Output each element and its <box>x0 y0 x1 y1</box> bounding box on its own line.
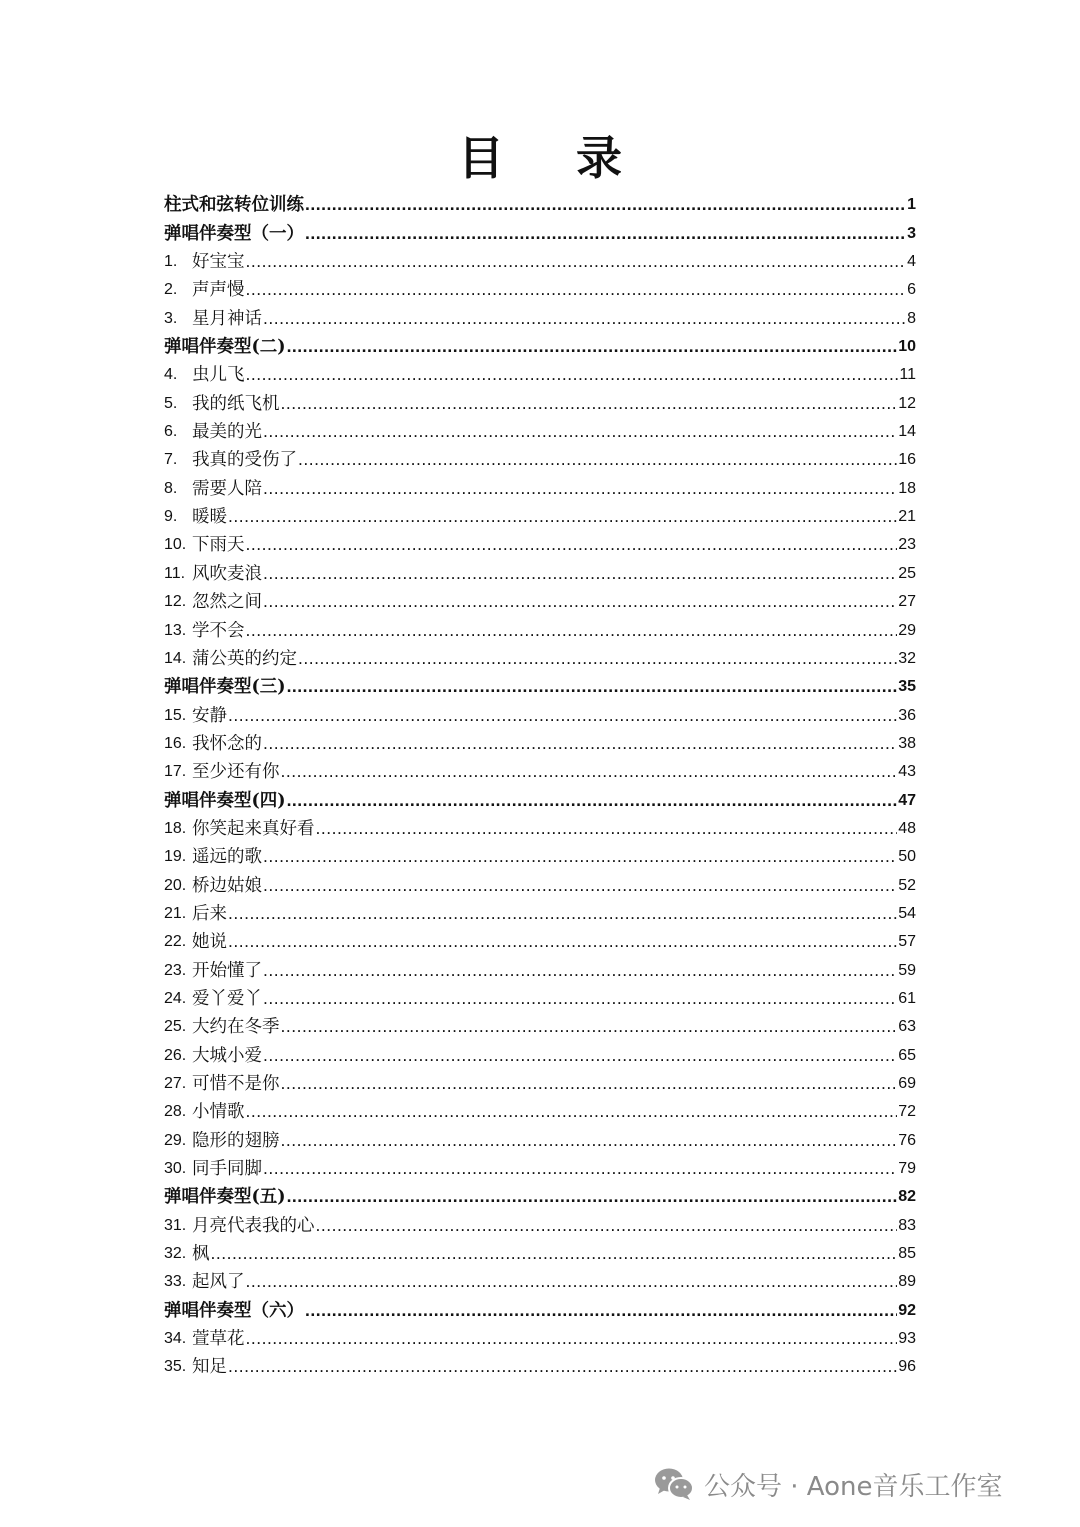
toc-entry-title: 小情歌 <box>192 1102 245 1123</box>
toc-entry-title: 她说 <box>192 932 227 953</box>
toc-entry-row[interactable] <box>164 1067 916 1095</box>
toc-dot-leader <box>263 845 897 868</box>
toc-entry-row[interactable] <box>164 386 916 414</box>
toc-entry-row[interactable] <box>164 642 916 670</box>
toc-entry-title: 同手同脚 <box>192 1159 262 1180</box>
toc-entry-title: 我怀念的 <box>192 733 262 754</box>
toc-dot-leader <box>246 1100 898 1123</box>
toc-entry-row[interactable] <box>164 613 916 641</box>
toc-entry-title: 隐形的翅膀 <box>192 1130 280 1151</box>
toc-page-number: 48 <box>898 819 916 837</box>
toc-entry-title: 安静 <box>192 705 227 726</box>
toc-dot-leader <box>263 307 906 330</box>
toc-entry-number: 28. <box>164 1103 187 1121</box>
toc-page-number: 52 <box>898 876 916 894</box>
toc-dot-leader <box>246 619 898 642</box>
toc-dot-leader <box>246 278 907 301</box>
toc-entry-number: 21. <box>164 904 187 922</box>
toc-entry-row[interactable] <box>164 1265 916 1293</box>
wechat-icon <box>654 1467 694 1501</box>
toc-page-number: 85 <box>898 1245 916 1263</box>
toc-entry-row[interactable] <box>164 812 916 840</box>
toc-entry-row[interactable] <box>164 868 916 896</box>
toc-dot-leader <box>298 647 897 670</box>
toc-entry-title: 好宝宝 <box>192 252 245 273</box>
toc-entry-title: 虫儿飞 <box>192 365 245 386</box>
toc-dot-leader <box>263 987 897 1010</box>
toc-entry-number: 17. <box>164 763 187 781</box>
toc-entry-number: 18. <box>164 819 187 837</box>
toc-page-number: 93 <box>898 1330 916 1348</box>
table-of-contents <box>164 188 916 1378</box>
toc-entry-title: 起风了 <box>192 1272 245 1293</box>
toc-entry-row[interactable] <box>164 585 916 613</box>
toc-page-number: 12 <box>898 394 916 412</box>
toc-entry-row[interactable] <box>164 500 916 528</box>
toc-entry-title: 月亮代表我的心 <box>192 1215 315 1236</box>
toc-dot-leader <box>263 732 897 755</box>
toc-entry-title: 我的纸飞机 <box>192 393 280 414</box>
toc-entry-title: 至少还有你 <box>192 762 280 783</box>
toc-section-title: 弹唱伴奏型(五) <box>164 1187 286 1208</box>
toc-entry-title: 风吹麦浪 <box>192 563 262 584</box>
toc-dot-leader <box>263 1044 897 1067</box>
toc-entry-number: 16. <box>164 734 187 752</box>
page-title: 目 录 <box>457 131 650 185</box>
toc-entry-row[interactable] <box>164 840 916 868</box>
toc-dot-leader <box>281 1015 898 1038</box>
toc-dot-leader <box>298 448 897 471</box>
toc-page-number: 36 <box>898 706 916 724</box>
toc-entry-title: 桥边姑娘 <box>192 875 262 896</box>
toc-dot-leader <box>263 477 897 500</box>
toc-entry-row[interactable] <box>164 698 916 726</box>
toc-entry-row[interactable] <box>164 415 916 443</box>
toc-entry-number: 30. <box>164 1160 187 1178</box>
toc-section-row[interactable] <box>164 216 916 244</box>
toc-section-row[interactable] <box>164 188 916 216</box>
toc-page-number: 57 <box>898 933 916 951</box>
toc-dot-leader <box>281 1129 898 1152</box>
toc-dot-leader <box>305 193 906 216</box>
toc-dot-leader <box>305 222 906 245</box>
toc-entry-title: 声声慢 <box>192 280 245 301</box>
toc-entry-number: 10. <box>164 536 187 554</box>
toc-entry-row[interactable] <box>164 556 916 584</box>
toc-page-number: 6 <box>907 281 916 299</box>
toc-entry-row[interactable] <box>164 1123 916 1151</box>
toc-page-number: 69 <box>898 1075 916 1092</box>
toc-page-number: 32 <box>898 649 916 667</box>
toc-entry-row[interactable] <box>164 1350 916 1378</box>
toc-dot-leader <box>305 1299 897 1322</box>
toc-section-row[interactable] <box>164 1293 916 1321</box>
toc-entry-number: 33. <box>164 1273 187 1291</box>
toc-entry-row[interactable] <box>164 528 916 556</box>
toc-entry-number: 32. <box>164 1245 187 1263</box>
toc-page-number: 25 <box>898 564 916 582</box>
toc-entry-title: 遥远的歌 <box>192 847 262 868</box>
toc-dot-leader <box>246 1327 898 1350</box>
toc-entry-title: 大约在冬季 <box>192 1017 280 1038</box>
toc-section-row[interactable] <box>164 1180 916 1208</box>
toc-entry-row[interactable] <box>164 755 916 783</box>
toc-dot-leader <box>228 902 897 925</box>
toc-dot-leader <box>263 959 897 982</box>
toc-entry-number: 24. <box>164 989 187 1007</box>
toc-entry-number: 12. <box>164 593 187 611</box>
toc-page-number: 72 <box>898 1103 916 1121</box>
toc-dot-leader <box>287 675 898 698</box>
toc-entry-title: 萱草花 <box>192 1329 245 1350</box>
toc-dot-leader <box>263 874 897 897</box>
toc-entry-number: 31. <box>164 1216 187 1234</box>
toc-section-title: 弹唱伴奏型(三) <box>164 677 286 698</box>
toc-entry-title: 需要人陪 <box>192 478 262 499</box>
toc-entry-number: 26. <box>164 1046 187 1064</box>
toc-entry-title: 可惜不是你 <box>192 1074 280 1094</box>
toc-entry-row[interactable] <box>164 471 916 499</box>
toc-entry-title: 蒲公英的约定 <box>192 648 297 669</box>
toc-entry-row[interactable] <box>164 301 916 329</box>
toc-page-number: 23 <box>898 536 916 554</box>
toc-entry-title: 学不会 <box>192 620 245 641</box>
toc-dot-leader <box>281 760 898 783</box>
toc-page-number: 8 <box>907 309 916 327</box>
toc-page-number: 10 <box>898 338 916 356</box>
toc-page-number: 4 <box>907 253 916 271</box>
toc-page-number: 43 <box>898 763 916 781</box>
toc-entry-row[interactable] <box>164 1237 916 1265</box>
toc-page-number: 47 <box>898 791 916 809</box>
toc-page-number: 35 <box>898 678 916 696</box>
toc-dot-leader <box>246 1270 898 1293</box>
toc-section-row[interactable] <box>164 670 916 698</box>
toc-dot-leader <box>316 1214 898 1237</box>
toc-dot-leader <box>246 250 907 273</box>
toc-entry-row[interactable] <box>164 1152 916 1180</box>
toc-page-number: 3 <box>907 224 916 242</box>
toc-page-number: 29 <box>898 621 916 639</box>
toc-entry-row[interactable] <box>164 953 916 981</box>
toc-page-number: 79 <box>898 1160 916 1178</box>
toc-entry-title: 我真的受伤了 <box>192 450 297 471</box>
toc-dot-leader <box>246 363 899 386</box>
toc-dot-leader <box>287 1185 898 1208</box>
toc-section-title: 弹唱伴奏型（一） <box>164 223 304 244</box>
toc-page-number: 96 <box>898 1358 916 1376</box>
toc-page-number: 50 <box>898 848 916 866</box>
toc-dot-leader <box>228 704 897 727</box>
toc-page-number: 16 <box>898 451 916 469</box>
toc-entry-title: 星月神话 <box>192 308 262 329</box>
toc-section-row[interactable] <box>164 783 916 811</box>
toc-dot-leader <box>287 335 898 358</box>
toc-entry-number: 9. <box>164 508 178 526</box>
toc-dot-leader <box>211 1242 898 1265</box>
toc-page-number: 54 <box>898 904 916 922</box>
toc-section-title: 弹唱伴奏型（六） <box>164 1300 304 1321</box>
toc-page-number: 1 <box>907 196 916 214</box>
toc-entry-title: 爱丫爱丫 <box>192 988 262 1009</box>
toc-entry-row[interactable] <box>164 1208 916 1236</box>
toc-entry-number: 8. <box>164 479 178 497</box>
watermark-text: 公众号 · Aone音乐工作室 <box>704 1471 1003 1502</box>
toc-page-number: 92 <box>898 1301 916 1319</box>
toc-dot-leader <box>228 1355 897 1378</box>
toc-dot-leader <box>263 420 897 443</box>
toc-entry-row[interactable] <box>164 245 916 273</box>
toc-dot-leader <box>281 1072 898 1095</box>
toc-entry-row[interactable] <box>164 358 916 386</box>
toc-entry-title: 大城小爱 <box>192 1045 262 1066</box>
toc-entry-title: 忽然之间 <box>192 592 262 613</box>
toc-page-number: 63 <box>898 1018 916 1036</box>
toc-entry-number: 14. <box>164 649 187 667</box>
toc-entry-title: 后来 <box>192 903 227 924</box>
toc-page-number: 83 <box>898 1216 916 1234</box>
toc-entry-number: 11. <box>164 564 186 582</box>
toc-entry-title: 暖暖 <box>192 507 227 528</box>
toc-page-number: 82 <box>898 1188 916 1206</box>
toc-entry-number: 1. <box>164 253 178 271</box>
watermark <box>654 1462 1003 1506</box>
toc-entry-title: 你笑起来真好看 <box>192 818 315 839</box>
toc-page-number: 89 <box>898 1273 916 1291</box>
toc-entry-row[interactable] <box>164 1322 916 1350</box>
toc-entry-number: 34. <box>164 1330 187 1348</box>
toc-page-number: 65 <box>898 1046 916 1064</box>
toc-entry-number: 3. <box>164 309 178 327</box>
toc-entry-row[interactable] <box>164 273 916 301</box>
toc-dot-leader <box>287 789 898 812</box>
toc-entry-row[interactable] <box>164 925 916 953</box>
toc-page-number: 11 <box>899 366 916 384</box>
toc-entry-number: 2. <box>164 281 178 299</box>
toc-entry-number: 6. <box>164 423 178 441</box>
toc-entry-number: 7. <box>164 451 178 469</box>
toc-entry-number: 15. <box>164 706 187 724</box>
toc-page-number: 38 <box>898 734 916 752</box>
toc-entry-row[interactable] <box>164 1095 916 1123</box>
toc-page-number: 76 <box>898 1131 916 1149</box>
toc-entry-number: 4. <box>164 366 178 384</box>
toc-dot-leader <box>281 392 898 415</box>
toc-entry-row[interactable] <box>164 982 916 1010</box>
toc-page-number: 61 <box>898 989 916 1007</box>
toc-entry-number: 13. <box>164 621 187 639</box>
toc-dot-leader <box>263 562 897 585</box>
toc-section-title: 柱式和弦转位训练 <box>164 195 304 216</box>
toc-section-row[interactable] <box>164 330 916 358</box>
toc-dot-leader <box>228 930 897 953</box>
toc-entry-number: 5. <box>164 394 178 412</box>
toc-dot-leader <box>316 817 898 840</box>
toc-page-number: 21 <box>898 508 916 526</box>
toc-dot-leader <box>246 533 898 556</box>
toc-dot-leader <box>263 1157 897 1180</box>
toc-entry-title: 开始懂了 <box>192 960 262 981</box>
toc-entry-row[interactable] <box>164 727 916 755</box>
toc-entry-number: 20. <box>164 876 187 894</box>
toc-page-number: 14 <box>898 423 916 441</box>
toc-page-number: 27 <box>898 593 916 611</box>
toc-entry-number: 35. <box>164 1358 187 1376</box>
toc-entry-title: 下雨天 <box>192 535 245 556</box>
toc-page-number: 18 <box>898 479 916 497</box>
toc-entry-number: 25. <box>164 1018 187 1036</box>
toc-entry-title: 知足 <box>192 1357 227 1378</box>
toc-entry-number: 29. <box>164 1131 187 1149</box>
toc-dot-leader <box>263 590 897 613</box>
toc-entry-number: 27. <box>164 1075 187 1092</box>
toc-dot-leader <box>228 505 897 528</box>
toc-entry-number: 23. <box>164 961 187 979</box>
toc-entry-row[interactable] <box>164 443 916 471</box>
toc-entry-title: 枫 <box>192 1244 210 1265</box>
toc-entry-row[interactable] <box>164 897 916 925</box>
toc-entry-number: 22. <box>164 933 187 951</box>
toc-page-number: 59 <box>898 961 916 979</box>
toc-entry-number: 19. <box>164 848 187 866</box>
toc-section-title: 弹唱伴奏型(四) <box>164 790 286 811</box>
toc-entry-row[interactable] <box>164 1010 916 1038</box>
toc-section-title: 弹唱伴奏型(二) <box>164 337 286 358</box>
toc-entry-title: 最美的光 <box>192 422 262 443</box>
toc-entry-row[interactable] <box>164 1038 916 1066</box>
